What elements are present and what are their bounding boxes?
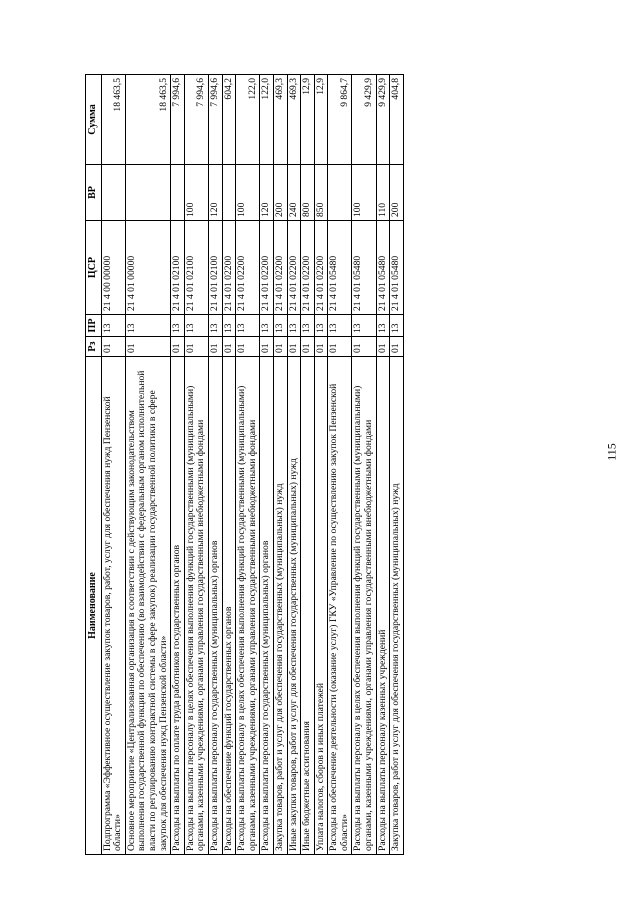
- table-row: [125, 75, 170, 855]
- header-sum: Сумма: [86, 75, 102, 165]
- cell-pr: 13: [208, 315, 222, 337]
- cell-csr: 21 4 01 05480: [390, 221, 404, 315]
- cell-vr: 100: [352, 165, 376, 221]
- cell-vr: 120: [260, 165, 274, 221]
- cell-sum: 9 429,9: [352, 75, 376, 165]
- cell-sum: 7 994,6: [184, 75, 208, 165]
- cell-name: Основное мероприятие «Централизованная организация в соответствии с действующим законодательством выполнения государственной функции по обеспечению (во взаимодействии с федеральным органом исполнительной власти по регулированию контрактной системы в сфере закупок) реализации государственной политики в сфере закупок для обеспечения нужд Пензенской области»: [125, 357, 170, 855]
- cell-pr: 13: [171, 315, 185, 337]
- cell-vr: 110: [376, 165, 390, 221]
- cell-sum: 9 429,9: [376, 75, 390, 165]
- table-row: [273, 75, 287, 855]
- cell-name: Расходы на выплаты персоналу государственных (муниципальных) органов: [208, 357, 222, 855]
- cell-name: Расходы на выплаты персоналу в целях обеспечения выполнения функций государственными (муниципальными) органами, казенными учреждениями, органами управления государственными внебюджетными фондами: [236, 357, 260, 855]
- cell-pr: 13: [125, 315, 170, 337]
- cell-csr: 21 4 01 05480: [376, 221, 390, 315]
- cell-sum: 7 994,6: [171, 75, 185, 165]
- budget-table-wrapper: [85, 75, 527, 855]
- cell-name: Закупка товаров, работ и услуг для обеспечения государственных (муниципальных) нужд: [390, 357, 404, 855]
- table-row: [376, 75, 390, 855]
- header-rz: Рз: [86, 337, 102, 357]
- cell-name: Расходы на обеспечение функций государственных органов: [222, 357, 236, 855]
- cell-vr: 200: [273, 165, 287, 221]
- cell-name: Иные бюджетные ассигнования: [301, 357, 315, 855]
- cell-sum: 122,0: [260, 75, 274, 165]
- cell-csr: 21 4 01 02100: [208, 221, 222, 315]
- table-row: [287, 75, 301, 855]
- cell-csr: 21 4 01 05480: [328, 221, 352, 315]
- cell-sum: 12,9: [314, 75, 328, 165]
- cell-pr: 13: [101, 315, 125, 337]
- header-csr: ЦСР: [86, 221, 102, 315]
- cell-vr: [328, 165, 352, 221]
- cell-name: Расходы на выплаты персоналу в целях обеспечения выполнения функций государственными (муниципальными) органами, казенными учреждениями, органами управления государственными внебюджетными фондами: [352, 357, 376, 855]
- cell-pr: 13: [301, 315, 315, 337]
- cell-csr: 21 4 01 00000: [125, 221, 170, 315]
- cell-rz: 01: [236, 337, 260, 357]
- table-row: [208, 75, 222, 855]
- cell-rz: 01: [101, 337, 125, 357]
- cell-name: Расходы на обеспечение деятельности (оказание услуг) ГКУ «Управление по осуществлению закупок Пензенской области»: [328, 357, 352, 855]
- cell-csr: 21 4 01 02200: [301, 221, 315, 315]
- cell-csr: 21 4 01 05480: [352, 221, 376, 315]
- budget-table: [85, 74, 404, 855]
- cell-sum: 12,9: [301, 75, 315, 165]
- header-name: Наименование: [86, 357, 102, 855]
- cell-pr: 13: [236, 315, 260, 337]
- table-row: [352, 75, 376, 855]
- page-number: 115: [604, 443, 619, 461]
- cell-pr: 13: [273, 315, 287, 337]
- cell-rz: 01: [273, 337, 287, 357]
- cell-sum: 122,0: [236, 75, 260, 165]
- cell-pr: 13: [390, 315, 404, 337]
- cell-rz: 01: [376, 337, 390, 357]
- table-row: [260, 75, 274, 855]
- cell-sum: 18 463,5: [125, 75, 170, 165]
- cell-vr: [125, 165, 170, 221]
- cell-name: Подпрограмма «Эффективное осуществление закупок товаров, работ, услуг для обеспечения нужд Пензенской области»: [101, 357, 125, 855]
- cell-rz: 01: [222, 337, 236, 357]
- cell-csr: 21 4 00 00000: [101, 221, 125, 315]
- table-row: [314, 75, 328, 855]
- cell-rz: 01: [352, 337, 376, 357]
- cell-rz: 01: [314, 337, 328, 357]
- cell-csr: 21 4 01 02200: [314, 221, 328, 315]
- cell-sum: 9 864,7: [328, 75, 352, 165]
- cell-name: Расходы на выплаты по оплате труда работников государственных органов: [171, 357, 185, 855]
- cell-vr: 100: [236, 165, 260, 221]
- cell-rz: 01: [125, 337, 170, 357]
- cell-csr: 21 4 01 02200: [273, 221, 287, 315]
- cell-name: Расходы на выплаты персоналу в целях обеспечения выполнения функций государственными (муниципальными) органами, казенными учреждениями, органами управления государственными внебюджетными фондами: [184, 357, 208, 855]
- cell-name: Уплата налогов, сборов и иных платежей: [314, 357, 328, 855]
- cell-pr: 13: [287, 315, 301, 337]
- cell-sum: 469,3: [273, 75, 287, 165]
- cell-rz: 01: [301, 337, 315, 357]
- cell-pr: 13: [222, 315, 236, 337]
- cell-rz: 01: [184, 337, 208, 357]
- cell-name: Иные закупки товаров, работ и услуг для обеспечения государственных (муниципальных) нужд: [287, 357, 301, 855]
- cell-csr: 21 4 01 02200: [287, 221, 301, 315]
- cell-vr: 120: [208, 165, 222, 221]
- cell-name: Расходы на выплаты персоналу государственных (муниципальных) органов: [260, 357, 274, 855]
- cell-pr: 13: [376, 315, 390, 337]
- table-row: [184, 75, 208, 855]
- cell-vr: 800: [301, 165, 315, 221]
- cell-vr: [222, 165, 236, 221]
- cell-rz: 01: [328, 337, 352, 357]
- cell-vr: 240: [287, 165, 301, 221]
- cell-csr: 21 4 01 02200: [236, 221, 260, 315]
- cell-pr: 13: [184, 315, 208, 337]
- header-vr: ВР: [86, 165, 102, 221]
- cell-vr: 200: [390, 165, 404, 221]
- cell-rz: 01: [287, 337, 301, 357]
- cell-rz: 01: [390, 337, 404, 357]
- header-pr: ПР: [86, 315, 102, 337]
- table-row: [390, 75, 404, 855]
- table-row: [101, 75, 125, 855]
- table-row: [236, 75, 260, 855]
- cell-rz: 01: [171, 337, 185, 357]
- cell-vr: 100: [184, 165, 208, 221]
- cell-pr: 13: [314, 315, 328, 337]
- cell-rz: 01: [260, 337, 274, 357]
- cell-pr: 13: [328, 315, 352, 337]
- cell-sum: 7 994,6: [208, 75, 222, 165]
- cell-sum: 18 463,5: [101, 75, 125, 165]
- cell-pr: 13: [260, 315, 274, 337]
- table-row: [171, 75, 185, 855]
- cell-vr: 850: [314, 165, 328, 221]
- cell-name: Расходы на выплаты персоналу казенных учреждений: [376, 357, 390, 855]
- cell-vr: [171, 165, 185, 221]
- table-row: [328, 75, 352, 855]
- cell-csr: 21 4 01 02200: [260, 221, 274, 315]
- cell-name: Закупка товаров, работ и услуг для обеспечения государственных (муниципальных) нужд: [273, 357, 287, 855]
- cell-csr: 21 4 01 02200: [222, 221, 236, 315]
- cell-sum: 404,8: [390, 75, 404, 165]
- table-header-row: [86, 75, 102, 855]
- table-row: [222, 75, 236, 855]
- cell-csr: 21 4 01 02100: [184, 221, 208, 315]
- cell-csr: 21 4 01 02100: [171, 221, 185, 315]
- cell-sum: 469,3: [287, 75, 301, 165]
- cell-vr: [101, 165, 125, 221]
- cell-pr: 13: [352, 315, 376, 337]
- table-row: [301, 75, 315, 855]
- cell-sum: 604,2: [222, 75, 236, 165]
- cell-rz: 01: [208, 337, 222, 357]
